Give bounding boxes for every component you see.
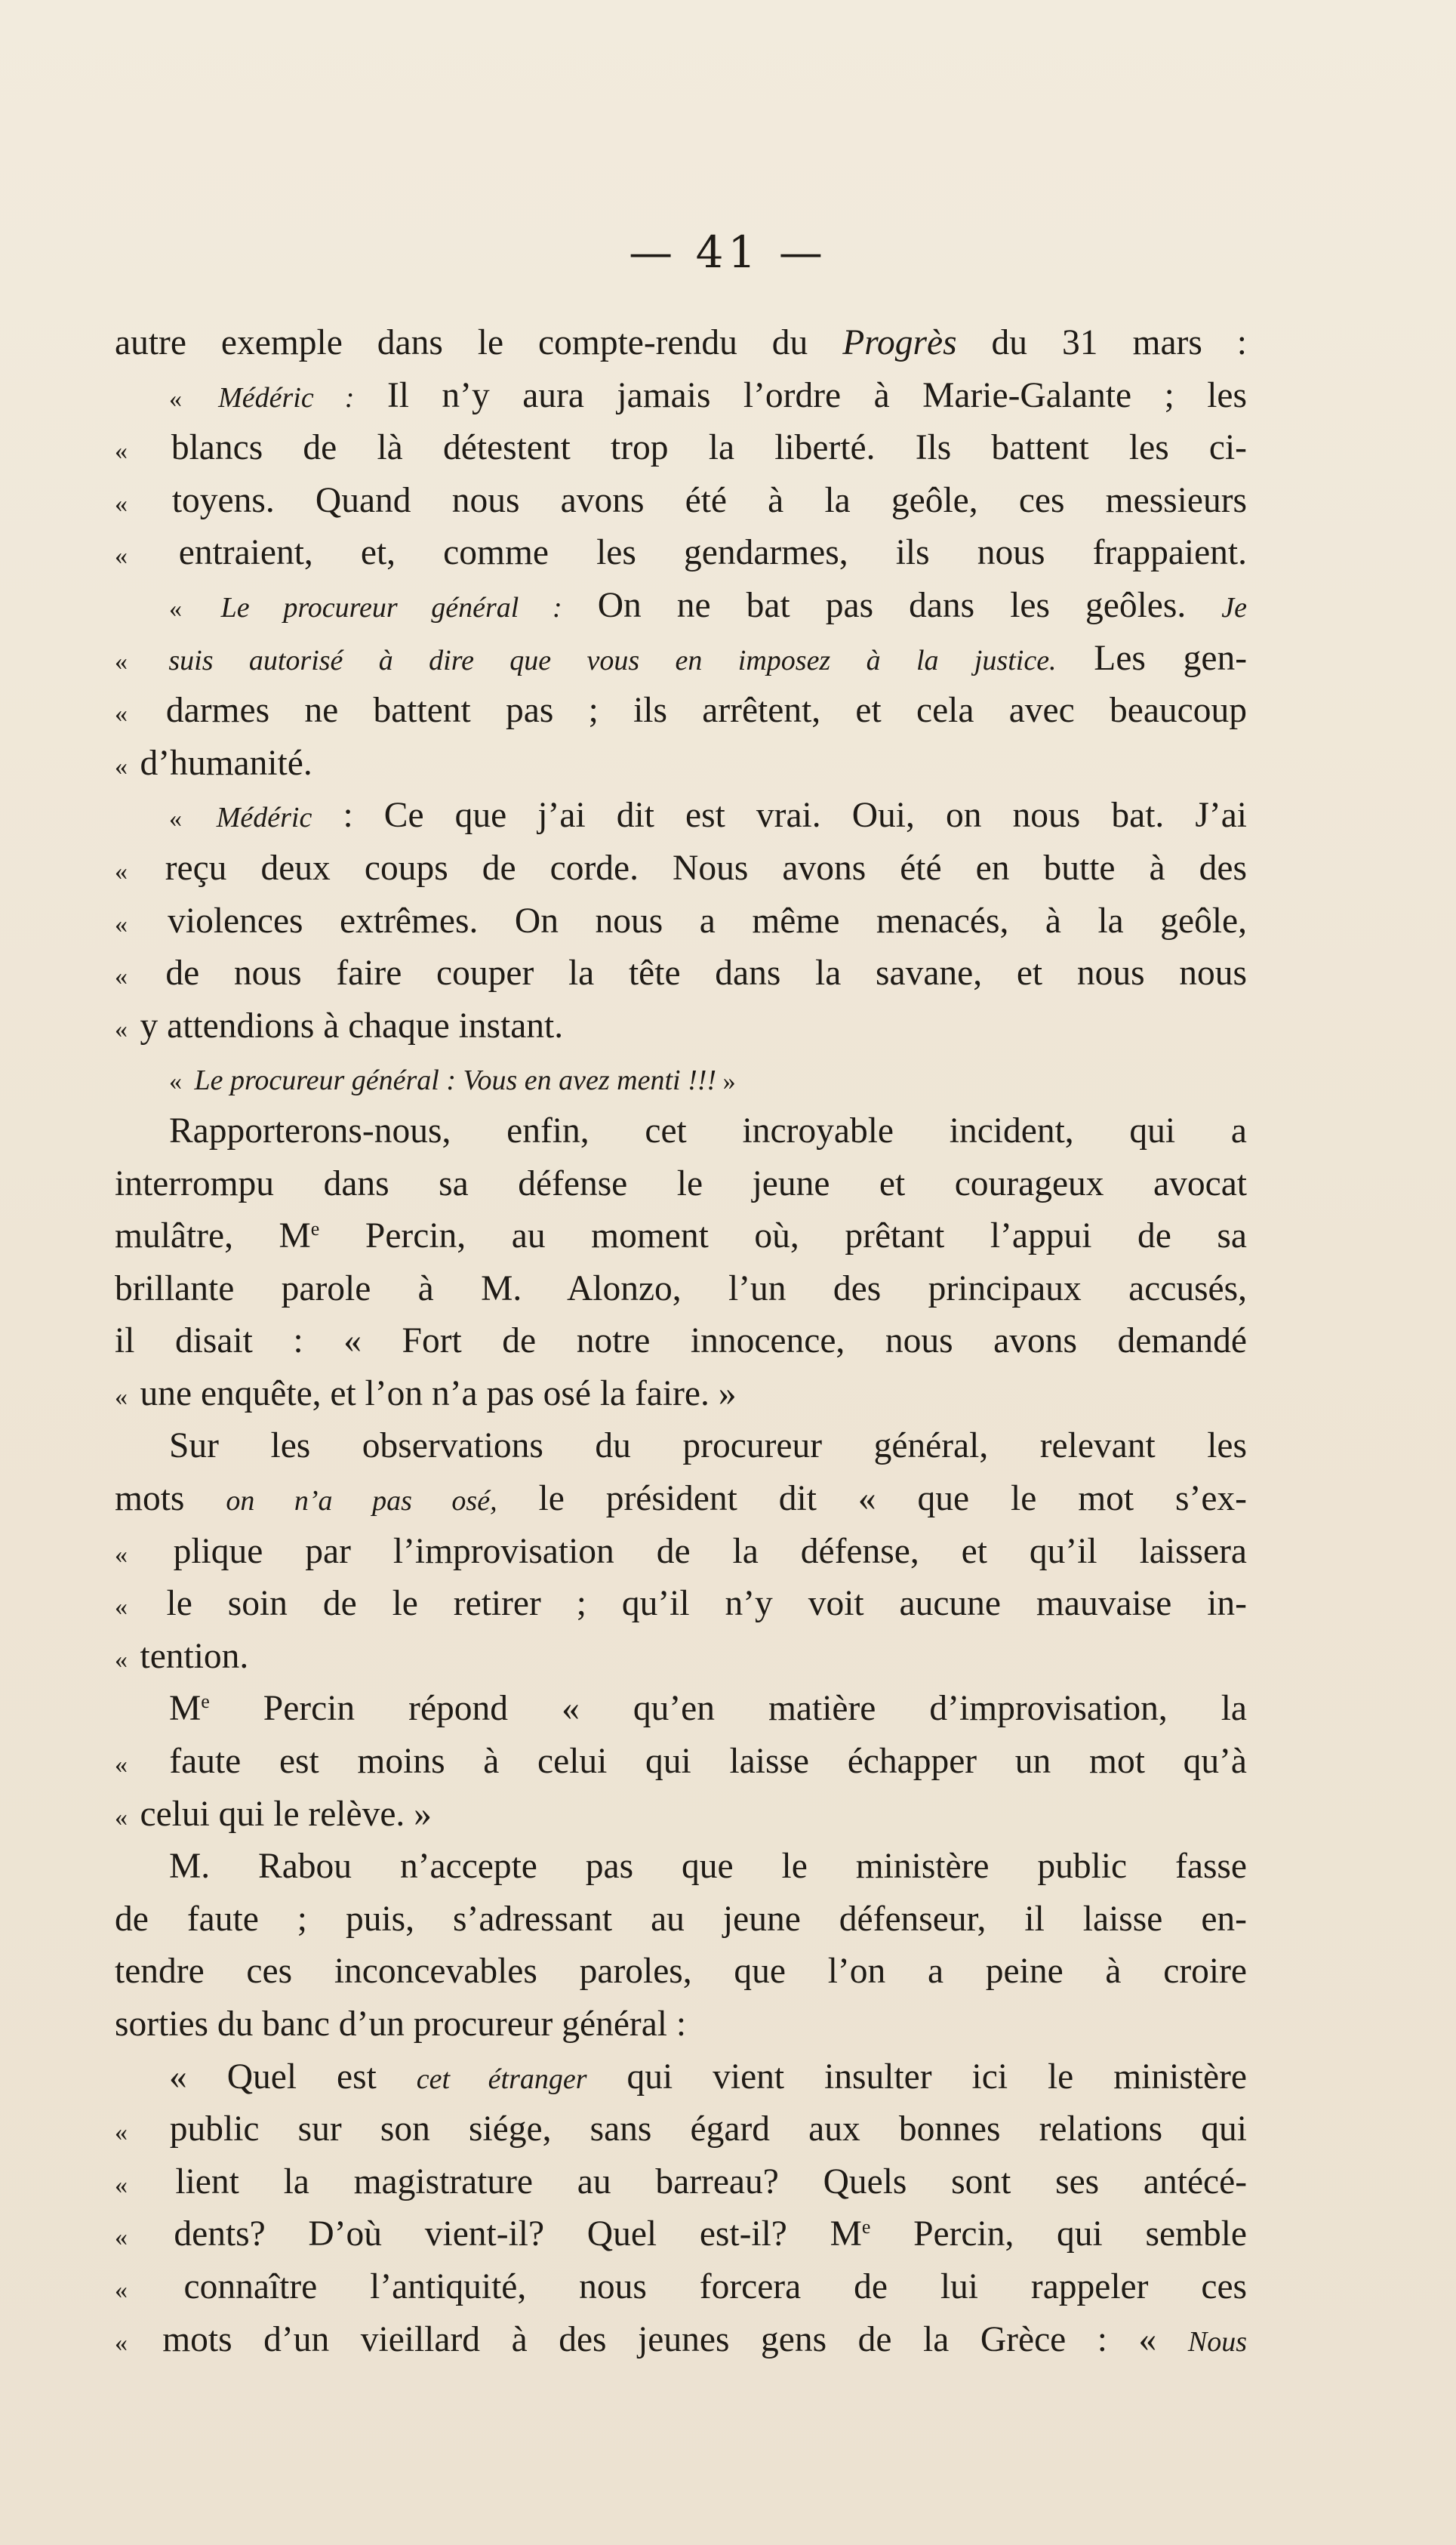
text-segment: Les gen- xyxy=(1056,638,1247,678)
text-line xyxy=(115,1736,1247,1789)
quote-mark: « xyxy=(115,2171,170,2199)
text-segment: d’humanité. xyxy=(140,743,312,783)
text-segment: faute est moins à celui qui laisse échapper un mot qu’à xyxy=(169,1742,1247,1782)
text-segment: tendre ces inconcevables paroles, que l’on a peine à croire xyxy=(115,1952,1247,1992)
text-line xyxy=(115,1946,1247,1998)
text-line xyxy=(115,2156,1247,2209)
text-segment: On ne bat pas dans les geôles. xyxy=(562,585,1222,625)
text-segment: Médéric xyxy=(216,802,312,834)
text-line xyxy=(115,1631,1247,1684)
text-segment: autre exemple dans le compte-rendu du xyxy=(115,323,843,362)
text-segment: mulâtre, M xyxy=(115,1216,311,1256)
text-segment: M xyxy=(169,1689,202,1729)
text-line xyxy=(115,2261,1247,2314)
text-segment: toyens. Quand nous avons été à la geôle, ces messieurs xyxy=(171,480,1247,520)
text-segment: une enquête, et l’on n’a pas osé la faire. » xyxy=(140,1373,737,1413)
text-line xyxy=(115,685,1247,738)
text-segment: qui vient insulter ici le ministère xyxy=(586,2057,1247,2097)
text-segment: Nous xyxy=(1187,2325,1247,2358)
text-line xyxy=(115,2208,1247,2261)
text-line xyxy=(115,1105,1247,1158)
text-segment: celui qui le relève. » xyxy=(140,1794,432,1834)
quote-mark: « xyxy=(115,1645,134,1674)
quote-mark: « xyxy=(115,1540,168,1569)
text-line xyxy=(115,1263,1247,1316)
text-line xyxy=(115,1526,1247,1579)
quote-mark: « xyxy=(115,1593,161,1622)
quote-mark: « xyxy=(115,489,166,518)
text-line xyxy=(115,1368,1247,1421)
quote-mark: « xyxy=(115,1382,134,1411)
quote-mark: « xyxy=(115,1751,164,1779)
superscript: e xyxy=(861,2216,871,2238)
text-line xyxy=(115,1158,1247,1211)
text-segment: brillante parole à M. Alonzo, l’un des principaux accusés, xyxy=(115,1268,1247,1308)
text-line xyxy=(115,1000,1247,1053)
text-segment: plique par l’improvisation de la défense, et qu’il laissera xyxy=(173,1531,1247,1571)
text-line xyxy=(115,1893,1247,1946)
text-line xyxy=(115,1841,1247,1893)
text-segment: blancs de là détestent trop la liberté. Ils battent les ci- xyxy=(171,428,1247,468)
quote-mark: « xyxy=(115,2118,164,2147)
text-segment: cet étranger xyxy=(416,2063,587,2095)
text-segment: Le procureur général : xyxy=(220,591,562,624)
quote-mark: « xyxy=(115,2223,168,2252)
text-segment: « Quel est xyxy=(169,2057,417,2097)
text-line xyxy=(115,895,1247,948)
text-segment: : Ce que j’ai dit est vrai. Oui, on nous bat. J’ai xyxy=(312,796,1247,836)
quote-mark: « xyxy=(169,1068,189,1096)
text-segment: lient la magistrature au barreau? Quels sont ses antécé- xyxy=(175,2161,1247,2201)
text-segment: le soin de le retirer ; qu’il n’y voit aucune mauvaise in- xyxy=(166,1584,1247,1624)
text-segment: Percin, au moment où, prêtant l’appui de sa xyxy=(319,1216,1247,1256)
text-segment: sorties du banc d’un procureur général : xyxy=(115,2004,687,2044)
text-segment: Percin répond « qu’en matière d’improvisation, la xyxy=(209,1689,1247,1729)
text-segment: violences extrêmes. On nous a même menacés, à la geôle, xyxy=(168,901,1247,941)
superscript: e xyxy=(310,1218,320,1240)
quote-mark: « xyxy=(169,805,211,833)
text-segment: connaître l’antiquité, nous forcera de lui rappeler ces xyxy=(183,2266,1247,2306)
text-segment: du 31 mars : xyxy=(956,323,1247,362)
text-segment: Le procureur général : Vous en avez menti !!! xyxy=(194,1065,717,1097)
text-line xyxy=(115,2103,1247,2156)
quote-mark: « xyxy=(115,542,173,571)
text-segment: M. Rabou n’accepte pas que le ministère public fasse xyxy=(169,1847,1247,1887)
text-line xyxy=(115,1420,1247,1473)
quote-mark: « xyxy=(169,384,213,413)
quote-mark: « xyxy=(115,1015,134,1043)
text-line xyxy=(115,738,1247,790)
text-line xyxy=(115,1473,1247,1526)
text-line xyxy=(115,1789,1247,1841)
text-segment: darmes ne battent pas ; ils arrêtent, et cela avec beaucoup xyxy=(165,691,1247,731)
quote-mark: « xyxy=(115,910,162,938)
text-segment: tention. xyxy=(140,1636,249,1676)
quote-mark: « xyxy=(115,2275,178,2304)
text-line xyxy=(115,317,1247,370)
quote-mark: « xyxy=(115,857,159,886)
quote-mark: » xyxy=(716,1068,736,1096)
text-line xyxy=(115,633,1247,686)
page-number: — 41 — xyxy=(629,226,827,278)
text-segment: interrompu dans sa défense le jeune et courageux avocat xyxy=(115,1163,1247,1203)
text-segment: on n’a pas osé, xyxy=(226,1485,497,1517)
text-segment: mots xyxy=(115,1479,226,1519)
text-segment: suis autorisé à dire que vous en imposez à la justice. xyxy=(168,644,1057,676)
text-segment: de faute ; puis, s’adressant au jeune défenseur, il laisse en- xyxy=(115,1899,1247,1939)
text-segment: il disait : « Fort de notre innocence, nous avons demandé xyxy=(115,1321,1247,1361)
text-line xyxy=(115,1315,1247,1368)
text-line xyxy=(115,475,1247,528)
quote-mark: « xyxy=(115,437,165,466)
text-segment: dents? D’où vient-il? Quel est-il? M xyxy=(174,2214,862,2254)
text-line xyxy=(115,2051,1247,2104)
text-line xyxy=(115,1210,1247,1263)
text-line xyxy=(115,422,1247,475)
text-line xyxy=(115,843,1247,895)
text-segment: y attendions à chaque instant. xyxy=(140,1006,564,1046)
text-segment: Il n’y aura jamais l’ordre à Marie-Galante ; les xyxy=(354,375,1247,415)
text-segment: Progrès xyxy=(842,323,957,362)
text-line xyxy=(115,2314,1247,2367)
quote-mark: « xyxy=(115,2328,157,2357)
text-line xyxy=(115,947,1247,1000)
text-segment: de nous faire couper la tête dans la savane, et nous nous xyxy=(165,954,1247,994)
quote-mark: « xyxy=(115,752,134,781)
text-line xyxy=(115,1998,1247,2051)
quote-mark: « xyxy=(115,1803,134,1832)
text-line xyxy=(115,790,1247,843)
quote-mark: « xyxy=(115,700,160,729)
text-segment: Rapporterons-nous, enfin, cet incroyable incident, qui a xyxy=(169,1111,1247,1151)
text-segment: Percin, qui semble xyxy=(870,2214,1247,2254)
text-line xyxy=(115,527,1247,580)
text-segment: Sur les observations du procureur général, relevant les xyxy=(169,1426,1247,1466)
text-line xyxy=(115,370,1247,423)
text-segment: public sur son siége, sans égard aux bonnes relations qui xyxy=(169,2109,1247,2149)
quote-mark: « xyxy=(115,647,163,676)
text-line xyxy=(115,1683,1247,1736)
text-segment: reçu deux coups de corde. Nous avons été en butte à des xyxy=(165,848,1247,888)
text-segment: Je xyxy=(1221,591,1247,624)
text-line xyxy=(115,1578,1247,1631)
quote-mark: « xyxy=(169,594,215,623)
text-segment: Médéric : xyxy=(218,381,355,414)
superscript: e xyxy=(201,1690,210,1713)
text-segment: mots d’un vieillard à des jeunes gens de la Grèce : « xyxy=(162,2319,1188,2359)
body-text xyxy=(115,317,1247,2366)
text-segment: entraient, et, comme les gendarmes, ils nous frappaient. xyxy=(178,533,1247,573)
text-line xyxy=(115,580,1247,633)
text-line xyxy=(115,1052,1247,1105)
quote-mark: « xyxy=(115,963,160,991)
text-segment: le président dit « que le mot s’ex- xyxy=(497,1479,1247,1519)
